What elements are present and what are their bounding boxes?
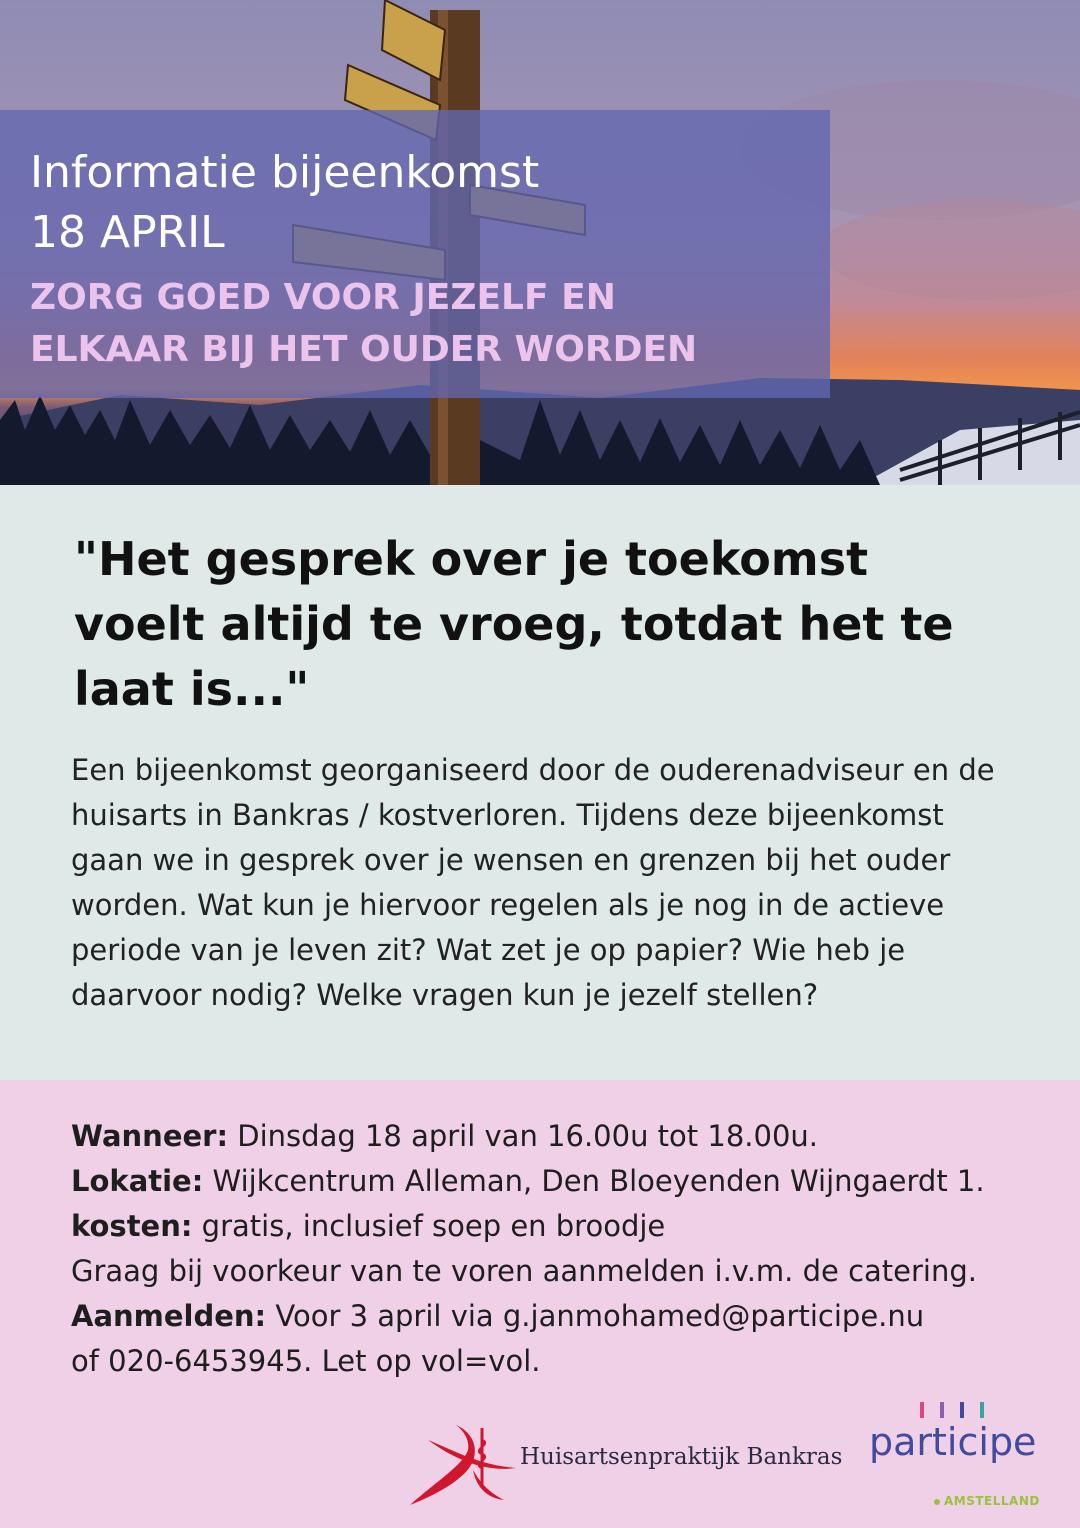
detail-value: Dinsdag 18 april van 16.00u tot 18.00u. xyxy=(228,1119,818,1153)
bankras-emblem-icon xyxy=(408,1420,518,1510)
participe-wordmark: participe xyxy=(869,1420,1037,1464)
bankras-logo xyxy=(408,1420,848,1510)
quote-line: voelt altijd te vroeg, totdat het te xyxy=(74,597,954,651)
quote xyxy=(74,527,1034,722)
event-date: 18 APRIL xyxy=(30,207,225,258)
detail-signup xyxy=(71,1294,1061,1339)
detail-value: gratis, inclusief soep en broodje xyxy=(192,1209,666,1243)
participe-dot-icon xyxy=(932,1497,942,1507)
detail-value: Wijkcentrum Alleman, Den Bloeyenden Wijngaerdt 1. xyxy=(203,1164,985,1198)
detail-location xyxy=(71,1159,1061,1204)
detail-note: Graag bij voorkeur van te voren aanmelden i.v.m. de catering. xyxy=(71,1254,977,1288)
participe-region: AMSTELLAND xyxy=(944,1494,1040,1508)
intro-line: Een bijeenkomst georganiseerd door de ouderenadviseur en de xyxy=(71,753,995,787)
intro-line: huisarts in Bankras / kostverloren. Tijdens deze bijeenkomst xyxy=(71,798,944,832)
intro-line: worden. Wat kun je hiervoor regelen als je nog in de actieve xyxy=(71,888,945,922)
detail-label: Wanneer: xyxy=(71,1119,229,1153)
detail-label: Lokatie: xyxy=(71,1164,204,1198)
intro-line: daarvoor nodig? Welke vragen kun je jezelf stellen? xyxy=(71,978,819,1012)
event-details xyxy=(71,1114,1061,1384)
intro-paragraph xyxy=(71,748,1046,1018)
event-subtitle-line2: ELKAAR BIJ HET OUDER WORDEN xyxy=(30,329,698,370)
quote-line: "Het gesprek over je toekomst xyxy=(74,532,869,586)
detail-value: Voor 3 april via g.janmohamed@participe.nu xyxy=(266,1299,925,1333)
intro-line: periode van je leven zit? Wat zet je op papier? Wie heb je xyxy=(71,933,906,967)
quote-line: laat is..." xyxy=(74,662,310,716)
detail-label: Aanmelden: xyxy=(71,1299,267,1333)
event-title: Informatie bijeenkomst xyxy=(30,147,540,198)
detail-when xyxy=(71,1114,1061,1159)
intro-line: gaan we in gesprek over je wensen en grenzen bij het ouder xyxy=(71,843,951,877)
detail-signup-phone: of 020-6453945. Let op vol=vol. xyxy=(71,1344,541,1378)
detail-cost xyxy=(71,1204,1061,1249)
participe-logo xyxy=(866,1398,1066,1518)
detail-label: kosten: xyxy=(71,1209,193,1243)
event-subtitle-line1: ZORG GOED VOOR JEZELF EN xyxy=(30,277,616,318)
bankras-name: Huisartsenpraktijk Bankras xyxy=(520,1444,843,1470)
